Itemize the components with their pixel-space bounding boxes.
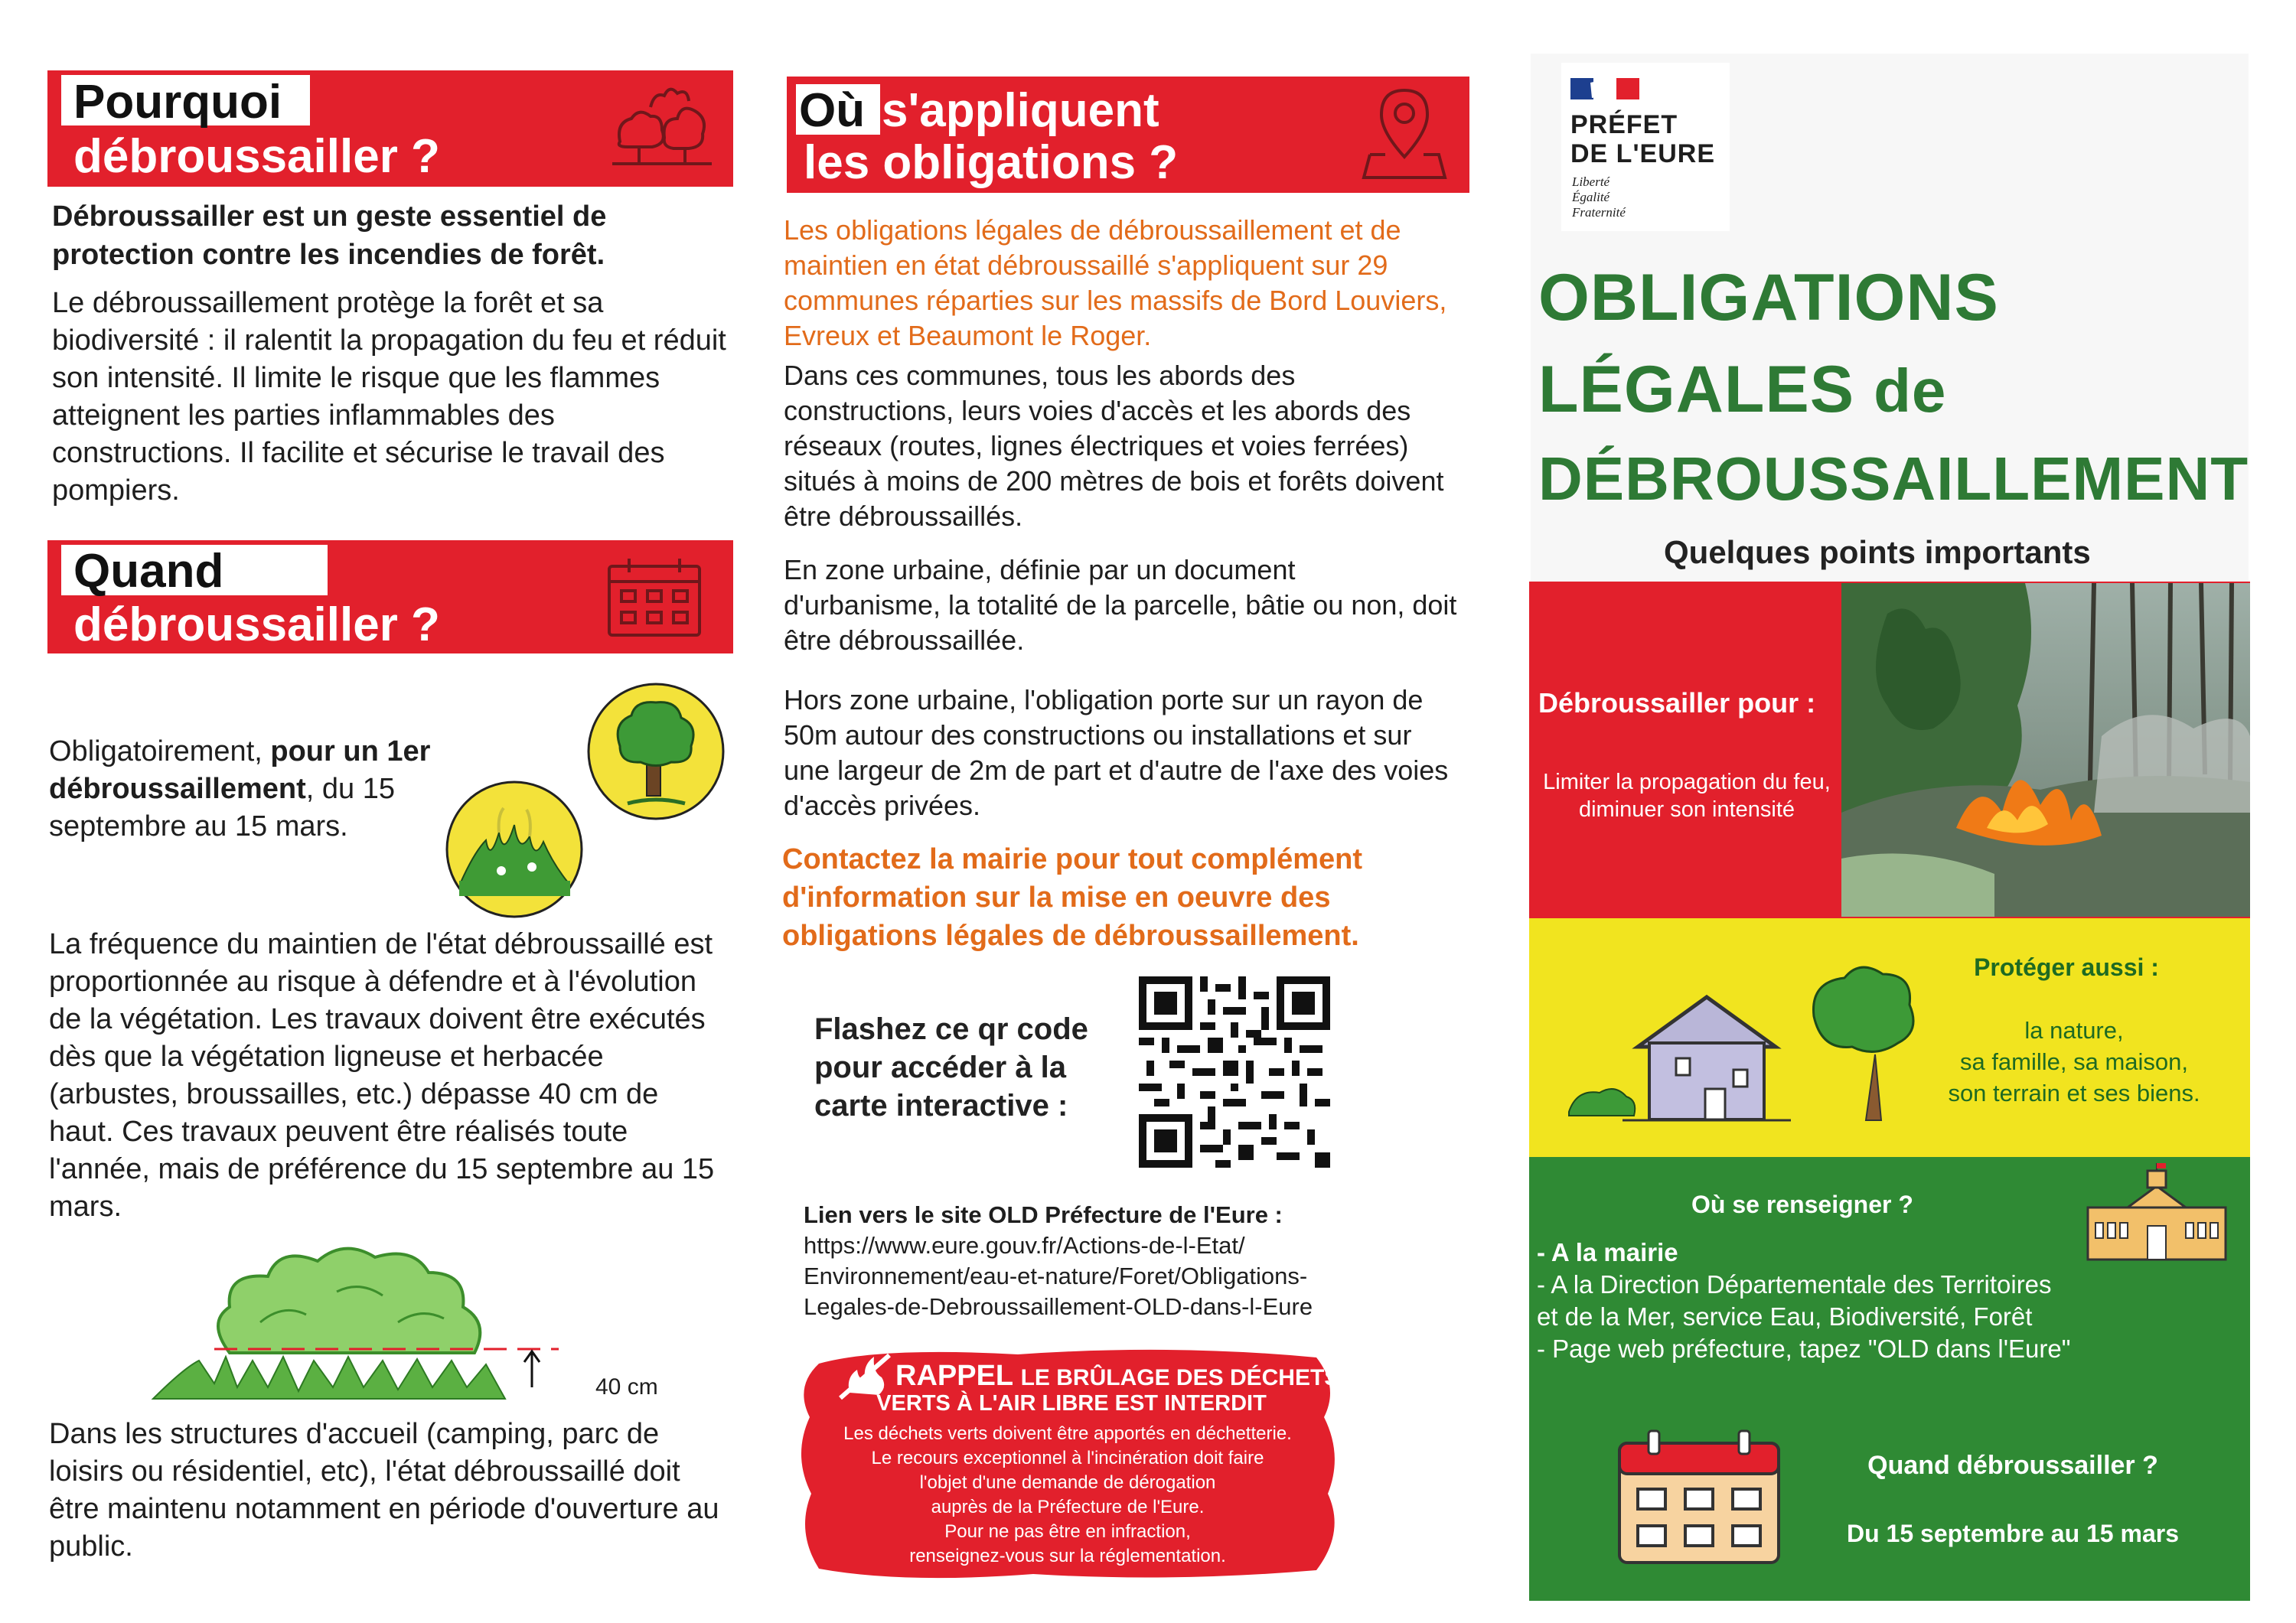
green-when-value: Du 15 septembre au 15 mars — [1847, 1520, 2179, 1547]
when-paragraph-3: Dans les structures d'accueil (camping, parc de loisirs ou résidentiel, etc), l'état débroussaillé doit être maintenu notamment en période d'ouverture au public. — [49, 1418, 719, 1563]
location-pin-icon — [1362, 84, 1446, 184]
tree-circle-icon — [585, 681, 727, 823]
rappel-text: Les déchets verts doivent être apportés en déchetterie. Le recours exceptionnel à l'incinération doit faire l'objet d'une demande de dérogation auprès de la Préfecture de l'Eure. Pour ne pas être en infraction, renseignez-vous sur la réglementation. — [843, 1423, 1292, 1566]
rappel-title: RAPPEL LE BRÛLAGE DES DÉCHETS — [895, 1360, 1340, 1392]
prefet-logo — [1561, 63, 1730, 231]
prefet-logo-line1: PRÉFET — [1570, 110, 1678, 139]
green-panel-list: - A la mairie - A la Direction Départementale des Territoires et de la Mer, service Eau, Biodiversité, Forêt - Page web préfecture, tapez "OLD dans l'Eure" — [1537, 1238, 2071, 1363]
cover-title-line2: LÉGALES de — [1538, 353, 1947, 426]
header-when-title-line2: débroussailler ? — [73, 598, 440, 651]
where-intro: Les obligations légales de débroussaillement et de maintien en état débroussaillé s'appliquent sur 29 communes réparties sur les massifs de Bord Louviers, Evreux et Beaumont le Roger. — [784, 214, 1447, 351]
bush-illustration — [153, 1230, 566, 1406]
header-why-title-line1: Pourquoi — [73, 76, 282, 129]
town-hall-icon — [2082, 1163, 2232, 1263]
calendar-large-icon — [1615, 1428, 1783, 1566]
cover-subtitle: Quelques points importants — [1664, 534, 2091, 570]
header-where-title-line2: les obligations ? — [804, 136, 1179, 189]
header-where-title-rest: s'appliquent — [882, 84, 1159, 137]
link-url-3[interactable]: Legales-de-Debroussaillement-OLD-dans-l-Eure — [804, 1293, 1313, 1320]
yellow-panel-title: Protéger aussi : — [1974, 953, 2159, 981]
fire-trees-icon — [605, 84, 719, 168]
rappel-title-2: VERTS À L'AIR LIBRE EST INTERDIT — [876, 1391, 1267, 1416]
when-paragraph-2: La fréquence du maintien de l'état débroussaillé est proportionnée au risque à défendre et à l'évolution de la végétation. Les travaux doivent être exécutés dès que la végétation ligneuse et herbacée (arbustes, broussailles, etc.) dépasse 40 cm de haut. Ces travaux peuvent être réalisés toute l'année, mais de préférence du 15 septembre au 15 mars. — [49, 928, 715, 1223]
marianne-flag-icon — [1570, 75, 1639, 101]
green-panel-title: Où se renseigner ? — [1691, 1191, 1913, 1218]
yellow-panel-text: la nature, sa famille, sa maison, son terrain et ses biens. — [1948, 1017, 2200, 1106]
where-paragraph-1: Dans ces communes, tous les abords des constructions, leurs voies d'accès et les abords des réseaux (routes, lignes électriques et voies ferrées) situés à moins de 200 mètres de bois et forêts doivent être débroussaillés. — [784, 360, 1444, 532]
height-label: 40 cm — [595, 1374, 658, 1400]
prefet-motto-1: Liberté — [1572, 174, 1610, 189]
contact-mairie: Contactez la mairie pour tout complément d'information sur la mise en oeuvre des obligations légales de débroussaillement. — [782, 843, 1362, 952]
forest-fire-image — [1841, 583, 2250, 917]
header-where-title-word: Où — [799, 84, 866, 137]
qr-label: Flashez ce qr code pour accéder à la carte interactive : — [814, 1012, 1088, 1123]
prefet-logo-line2: DE L'EURE — [1570, 139, 1715, 168]
why-body: Le débroussaillement protège la forêt et sa biodiversité : il ralentit la propagation du feu et réduit son intensité. Il limite le risque que les flammes atteignent les parties inflammables des constructions. Il facilite et sécurise le travail des pompiers. — [52, 287, 726, 507]
green-when-title: Quand débroussailler ? — [1867, 1451, 2158, 1480]
red-panel-text: Limiter la propagation du feu, diminuer son intensité — [1543, 770, 1831, 822]
grass-circle-icon — [444, 779, 585, 921]
why-lead: Débroussailler est un geste essentiel de protection contre les incendies de forêt. — [52, 200, 607, 271]
prefet-motto-2: Égalité — [1572, 190, 1610, 204]
link-url-1[interactable]: https://www.eure.gouv.fr/Actions-de-l-Etat/ — [804, 1232, 1245, 1259]
cover-title-line1: OBLIGATIONS — [1538, 261, 1999, 334]
house-tree-illustration — [1561, 955, 1929, 1139]
calendar-icon — [605, 556, 704, 640]
header-when-title-line1: Quand — [73, 545, 224, 598]
red-panel-title: Débroussailler pour : — [1538, 687, 1816, 719]
where-paragraph-2: En zone urbaine, définie par un document d'urbanisme, la totalité de la parcelle, bâtie ou non, doit être débroussaillée. — [784, 554, 1457, 656]
where-paragraph-3: Hors zone urbaine, l'obligation porte sur un rayon de 50m autour des constructions ou installations et sur une largeur de 2m de part et d'autre de l'axe des voies d'accès privées. — [784, 684, 1449, 821]
header-why-title-line2: débroussailler ? — [73, 130, 440, 183]
qr-code[interactable] — [1139, 976, 1330, 1168]
link-url-2[interactable]: Environnement/eau-et-nature/Foret/Obligations- — [804, 1263, 1308, 1289]
when-paragraph-1: Obligatoirement, pour un 1er débroussaillement, du 15 septembre au 15 mars. — [49, 735, 431, 842]
prefet-motto-3: Fraternité — [1572, 205, 1626, 220]
link-title: Lien vers le site OLD Préfecture de l'Eure : — [804, 1201, 1283, 1228]
cover-title-line3: DÉBROUSSAILLEMENT — [1538, 445, 2249, 513]
